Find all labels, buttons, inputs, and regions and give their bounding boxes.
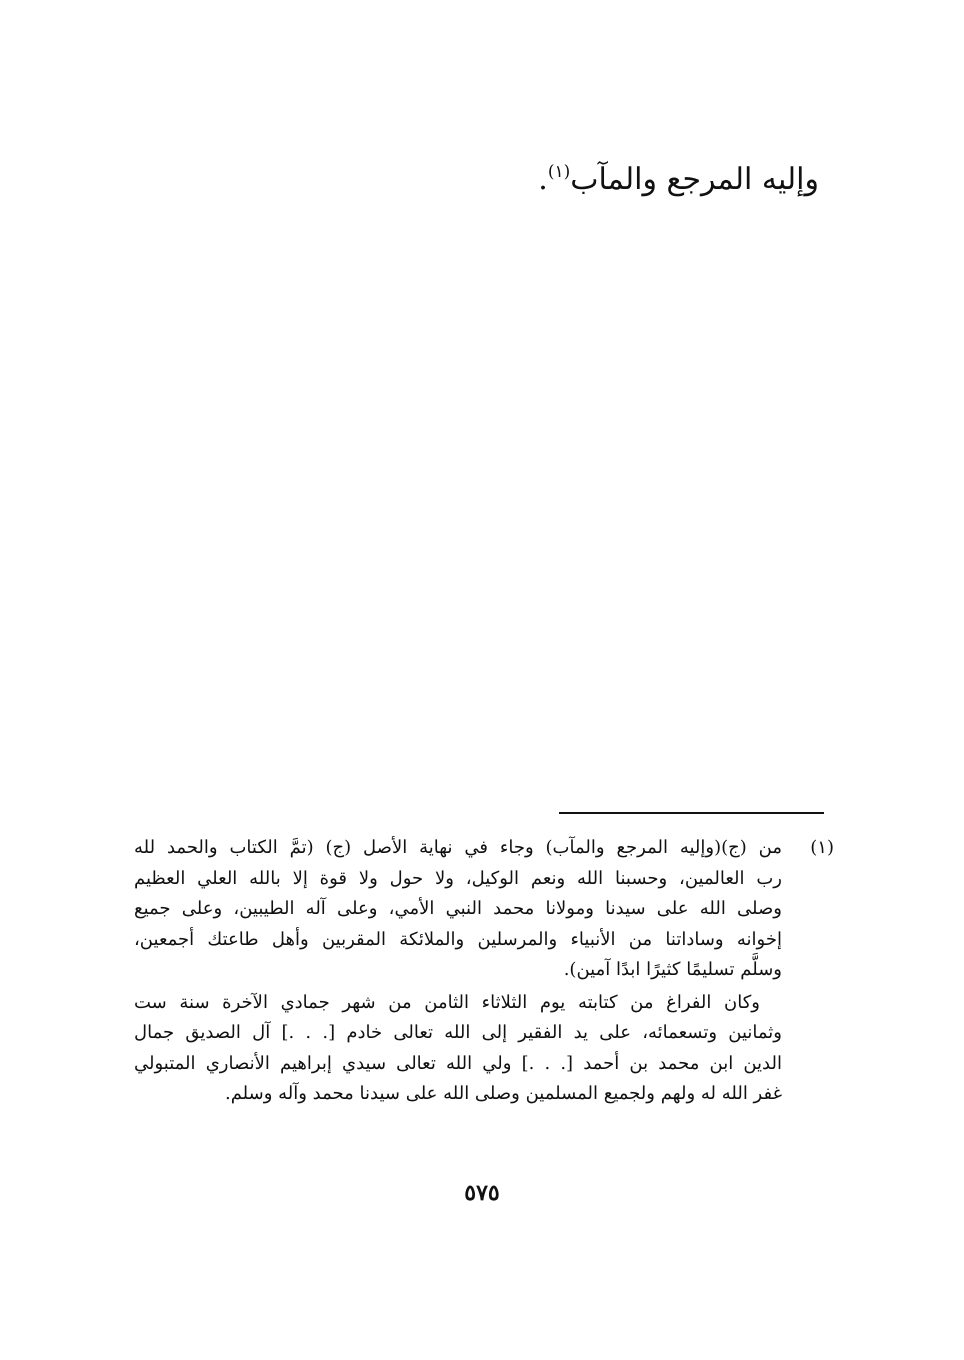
- footnote-1: [134, 833, 834, 1110]
- main-text-line: [538, 150, 819, 202]
- footnote-line: الدين ابن محمد بن أحمد [. . .] ولي الله تعالى سيدي إبراهيم الأنصاري المتبولي: [134, 1052, 782, 1074]
- footnote-separator-rule: [559, 812, 824, 814]
- footnote-colophon-paragraph: [134, 988, 782, 1110]
- footnote-reference: (١): [547, 162, 571, 182]
- footnote-line: وصلى الله على سيدنا ومولانا محمد النبي الأمي، وعلى آله الطيبين، وعلى جميع: [134, 898, 782, 919]
- main-text-end-mark: .: [538, 162, 548, 197]
- footnote-body: [134, 833, 782, 1110]
- main-text: وإليه المرجع والمآب: [570, 162, 819, 197]
- page-number: ٥٧٥: [464, 1180, 500, 1206]
- footnote-line: وكان الفراغ من كتابته يوم الثلاثاء الثامن من شهر جمادي الآخرة سنة ست: [134, 991, 760, 1013]
- footnote-marker: (١): [810, 837, 834, 858]
- footnote-line: من (ج)(وإليه المرجع والمآب) وجاء في نهاية الأصل (ج) (تمَّ الكتاب والحمد لله: [134, 837, 782, 858]
- footnote-line: إخوانه وساداتنا من الأنبياء والمرسلين والملائكة المقربين وأهل طاعتك أجمعين،: [134, 928, 782, 950]
- footnote-line: غفر الله له ولهم ولجميع المسلمين وصلى الله على سيدنا محمد وآله وسلم.: [224, 1083, 782, 1104]
- footnotes-block: [134, 833, 834, 1110]
- footnote-line: وثمانين وتسعمائه، على يد الفقير إلى الله تعالى خادم [. . .] آل الصديق جمال: [134, 1022, 782, 1043]
- footnote-line: وسلَّم تسليمًا كثيرًا ابدًا آمين).: [563, 959, 782, 980]
- footnote-line: رب العالمين، وحسبنا الله ونعم الوكيل، ولا حول ولا قوة إلا بالله العلي العظيم: [134, 867, 782, 889]
